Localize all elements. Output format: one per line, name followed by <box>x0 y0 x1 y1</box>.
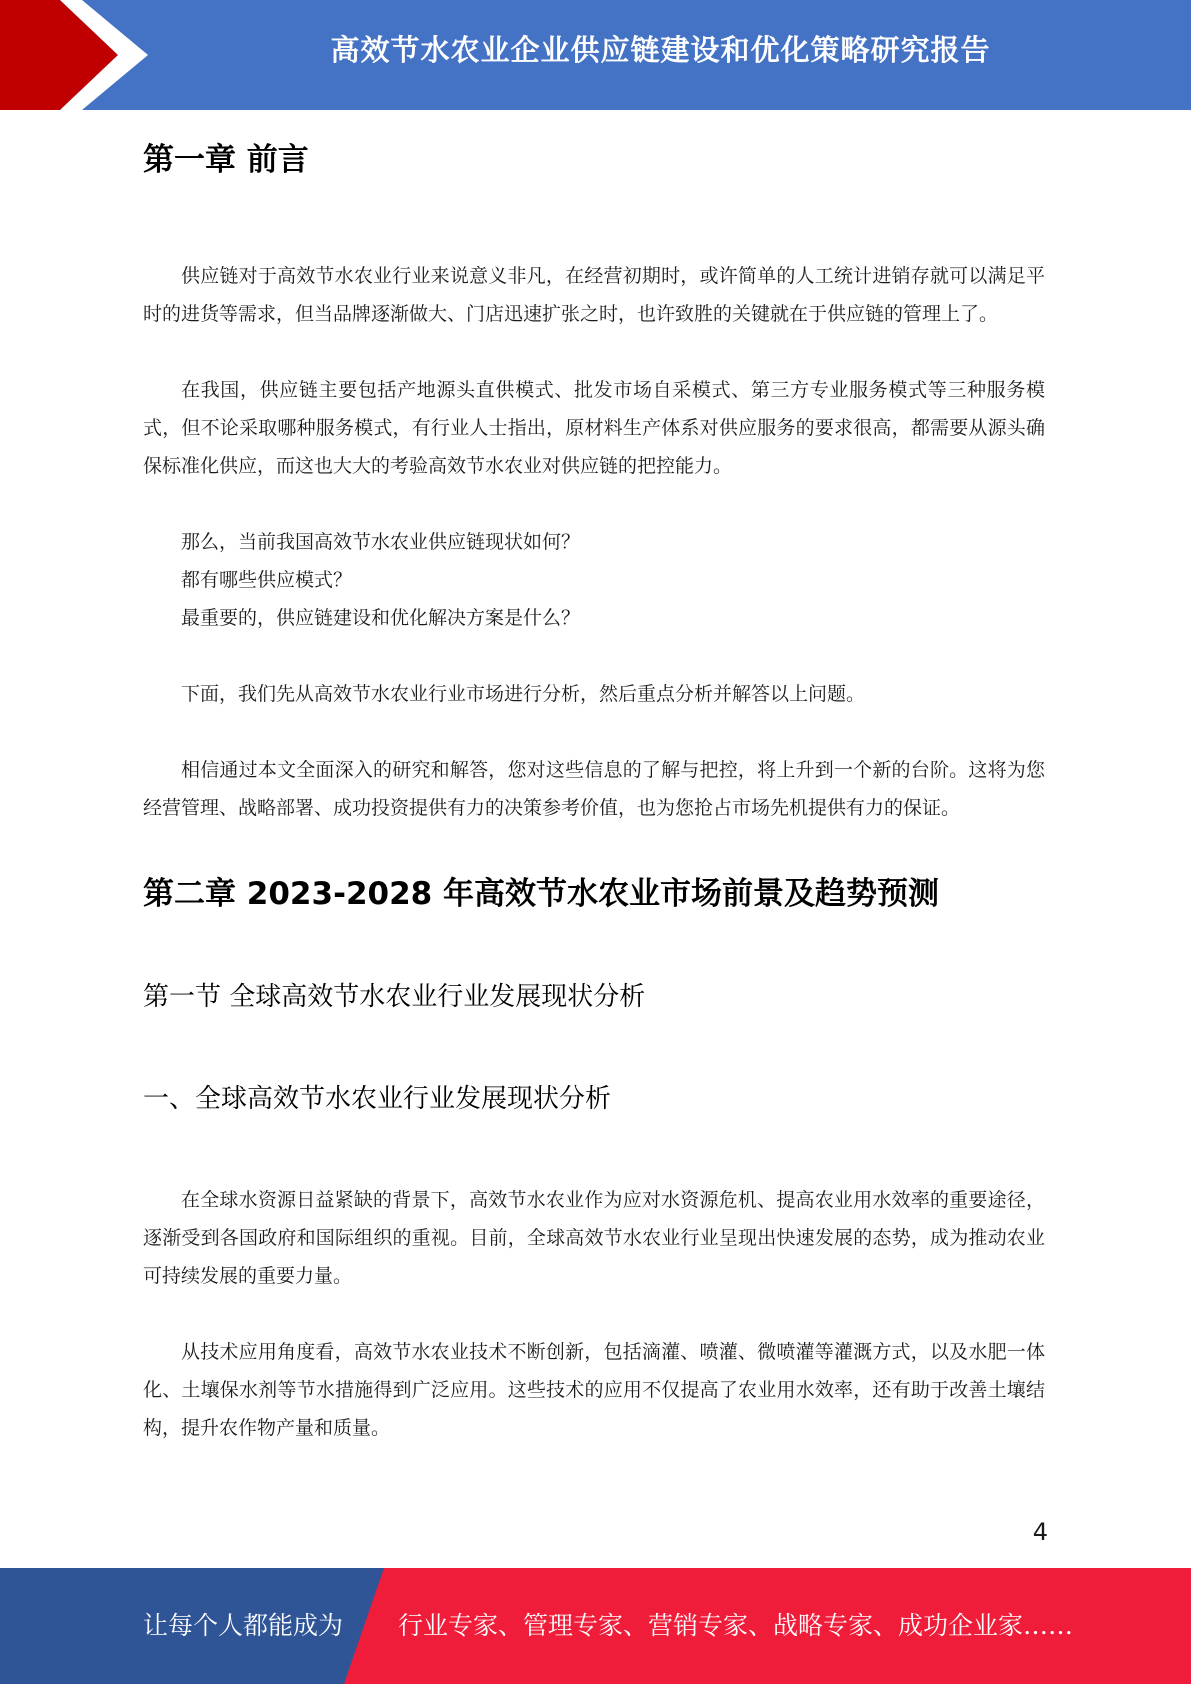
question-2: 都有哪些供应模式？ <box>181 569 353 591</box>
question-3: 最重要的，供应链建设和优化解决方案是什么？ <box>181 607 581 629</box>
section-1-title: 第一节 全球高效节水农业行业发展现状分析 <box>143 982 646 1012</box>
footer-banner <box>0 1568 1191 1684</box>
footer-slogan-left: 让每个人都能成为 <box>143 1611 344 1640</box>
question-1: 那么，当前我国高效节水农业供应链现状如何？ <box>181 531 581 553</box>
chapter-2-title: 第二章 2023-2028 年高效节水农业市场前景及趋势预测 <box>143 876 940 912</box>
chapter-1-closing-1: 下面，我们先从高效节水农业行业市场进行分析，然后重点分析并解答以上问题。 <box>181 683 866 705</box>
header-banner <box>0 0 1191 110</box>
footer-slogan-right: 行业专家、管理专家、营销专家、战略专家、成功企业家…… <box>398 1611 1074 1640</box>
page-number: 4 <box>1032 1518 1048 1546</box>
chapter-1-title: 第一章 前言 <box>143 142 309 178</box>
chapter-1-paragraph-1: 供应链对于高效节水农业行业来说意义非凡，在经营初期时，或许简单的人工统计进销存就可以满足平时的进货等需求，但当品牌逐渐做大、门店迅速扩张之时，也许致胜的关键就在于供应链的管理上了。 <box>143 265 1045 325</box>
report-title: 高效节水农业企业供应链建设和优化策略研究报告 <box>330 33 991 67</box>
subsection-1-title: 一、全球高效节水农业行业发展现状分析 <box>143 1084 612 1114</box>
chapter-2-paragraph-1: 在全球水资源日益紧缺的背景下，高效节水农业作为应对水资源危机、提高农业用水效率的重要途径，逐渐受到各国政府和国际组织的重视。目前，全球高效节水农业行业呈现出快速发展的态势，成为推动农业可持续发展的重要力量。 <box>143 1189 1045 1287</box>
chapter-1-paragraph-2: 在我国，供应链主要包括产地源头直供模式、批发市场自采模式、第三方专业服务模式等三种服务模式，但不论采取哪种服务模式，有行业人士指出，原材料生产体系对供应服务的要求很高，都需要从源头确保标准化供应，而这也大大的考验高效节水农业对供应链的把控能力。 <box>143 379 1045 477</box>
header-arrow-decoration <box>0 0 160 110</box>
page-content <box>143 135 1045 1447</box>
chapter-1-closing-2: 相信通过本文全面深入的研究和解答，您对这些信息的了解与把控，将上升到一个新的台阶。这将为您经营管理、战略部署、成功投资提供有力的决策参考价值，也为您抢占市场先机提供有力的保证。 <box>143 759 1045 819</box>
chapter-2-paragraph-2: 从技术应用角度看，高效节水农业技术不断创新，包括滴灌、喷灌、微喷灌等灌溉方式，以及水肥一体化、土壤保水剂等节水措施得到广泛应用。这些技术的应用不仅提高了农业用水效率，还有助于改善土壤结构，提升农作物产量和质量。 <box>143 1341 1045 1439</box>
